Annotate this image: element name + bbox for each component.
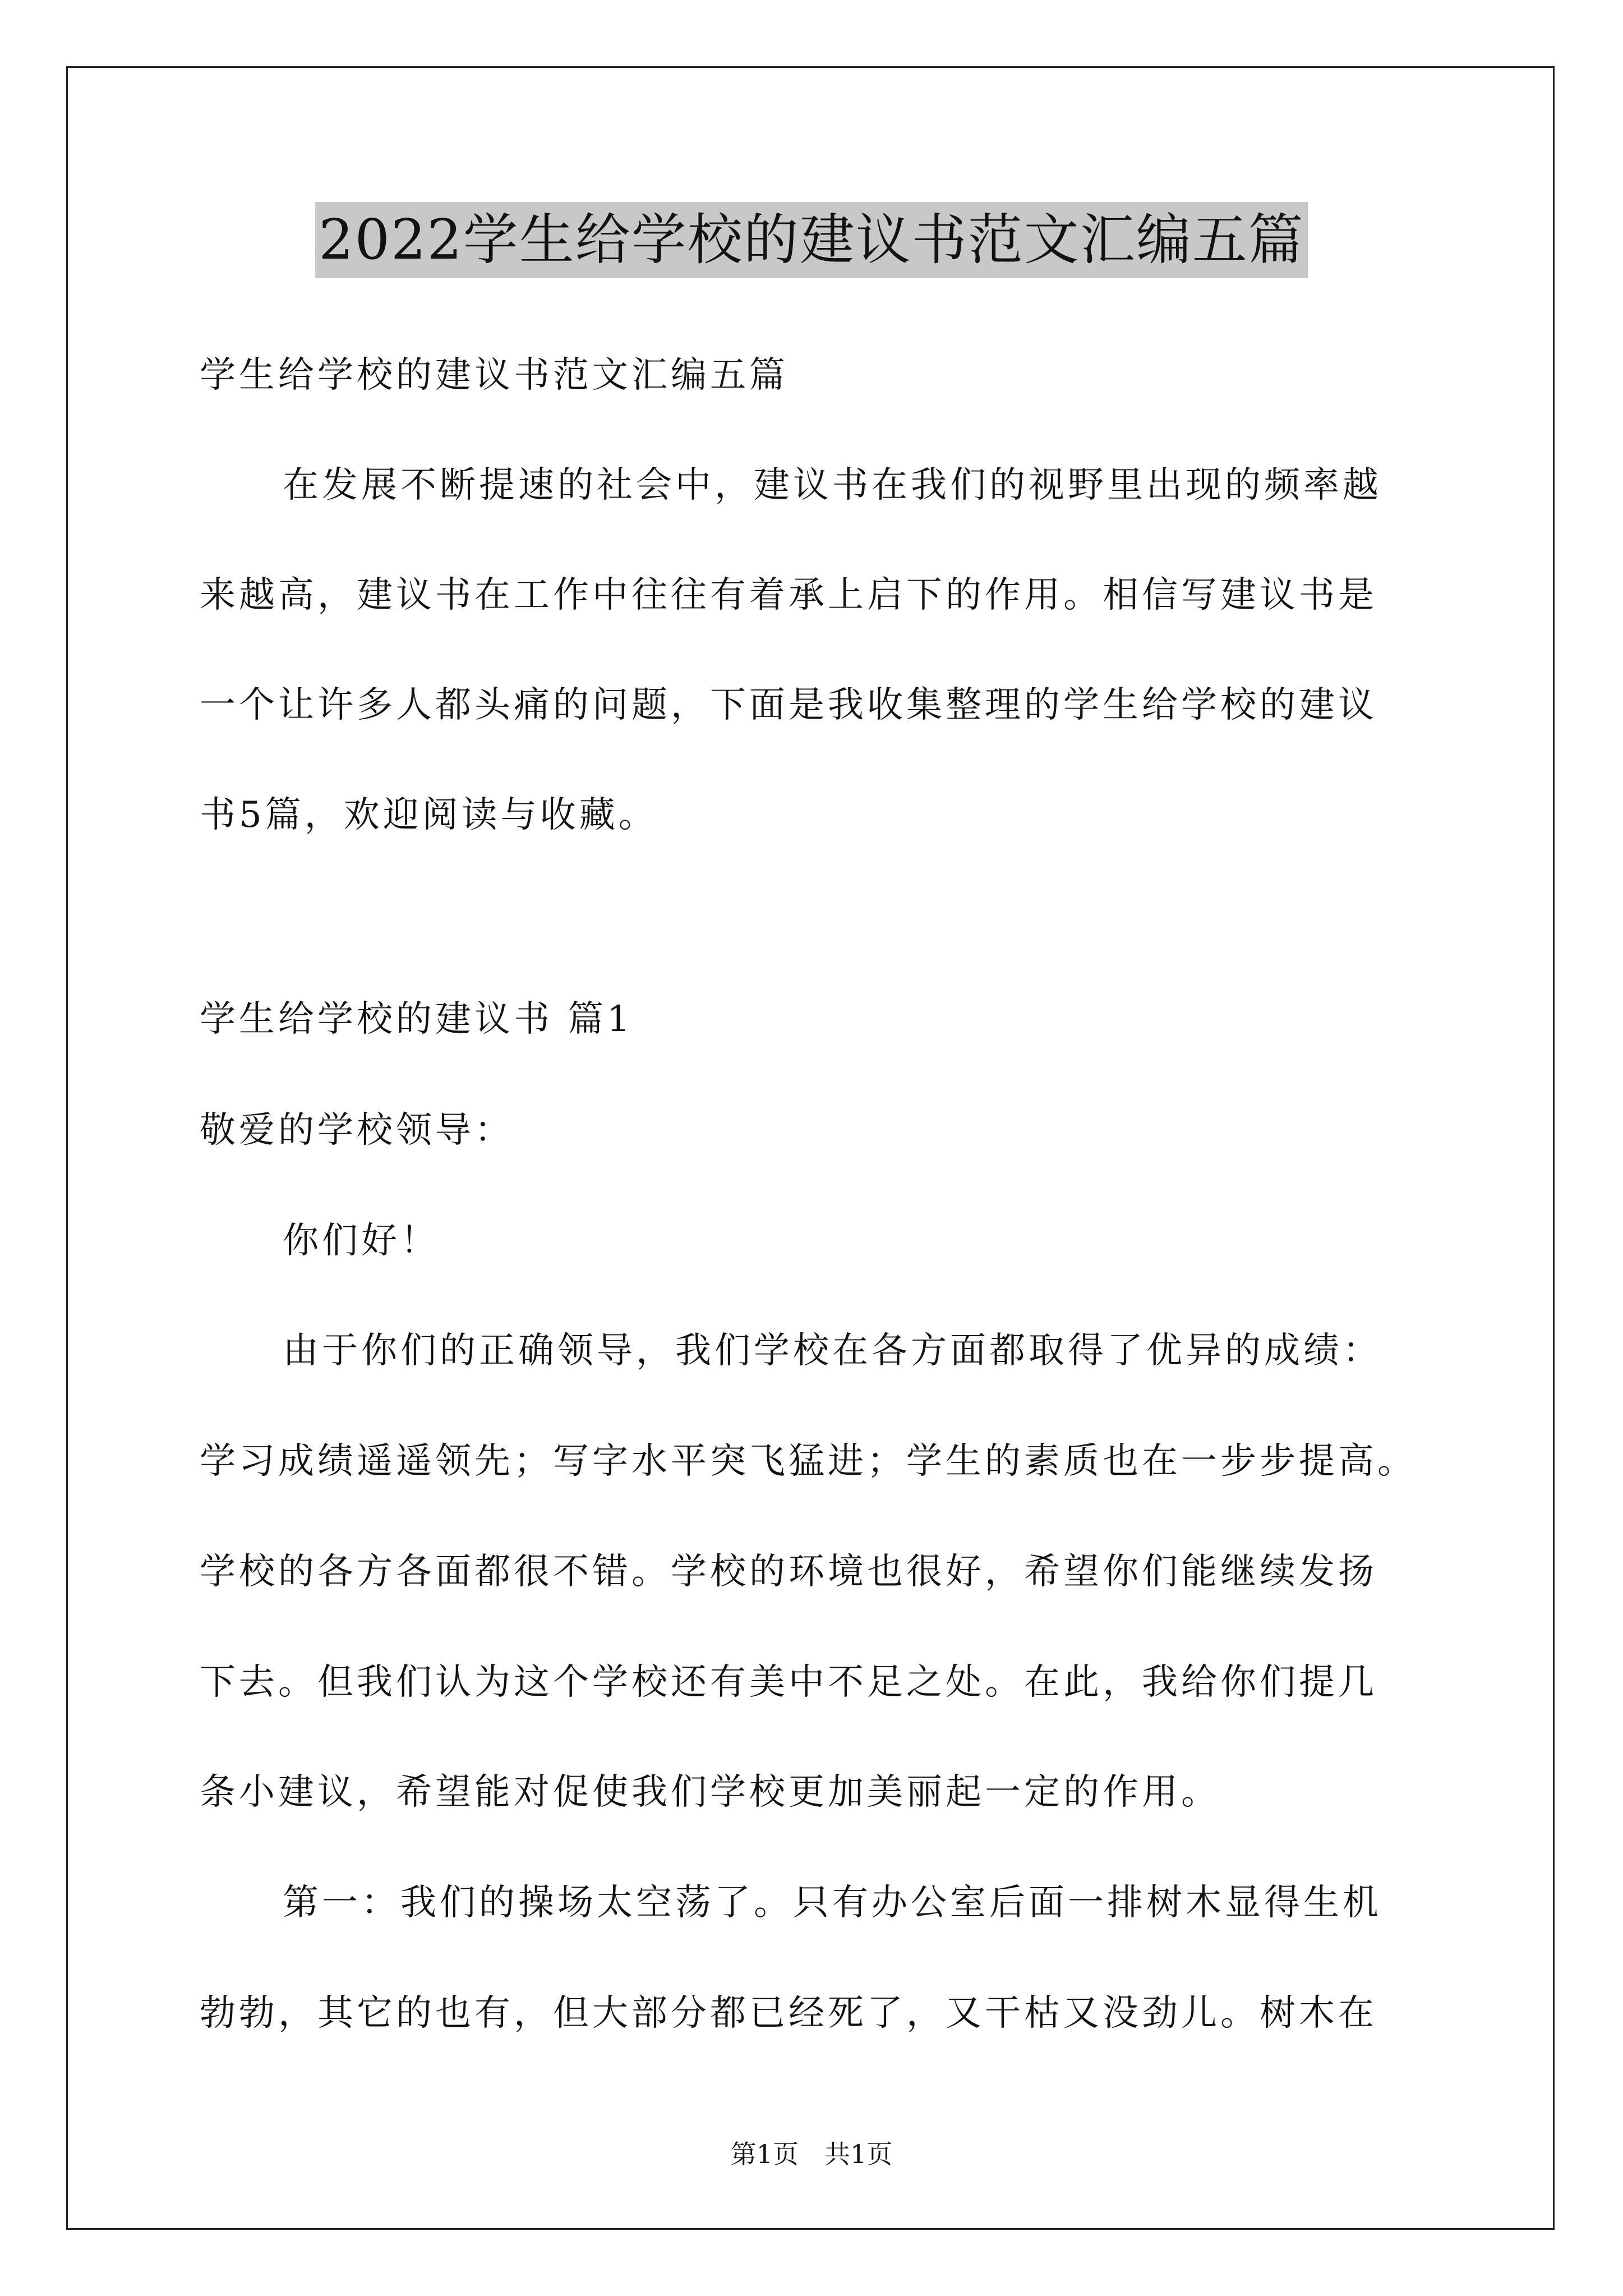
intro-line-4: 书5篇，欢迎阅读与收藏。: [200, 794, 658, 836]
paragraph1-line-5: 条小建议，希望能对促使我们学校更加美丽起一定的作用。: [200, 1772, 1220, 1813]
document-title: 2022学生给学校的建议书范文汇编五篇: [315, 202, 1307, 278]
paragraph1-line-3: 学校的各方各面都很不错。学校的环境也很好，希望你们能继续发扬: [200, 1551, 1377, 1593]
paragraph1-line-1: 由于你们的正确领导，我们学校在各方面都取得了优异的成绩：: [283, 1330, 1382, 1372]
paragraph2-line-2: 勃勃，其它的也有，但大部分都已经死了，又干枯又没劲儿。树木在: [200, 1993, 1377, 2034]
document-subtitle: 学生给学校的建议书范文汇编五篇: [200, 355, 789, 396]
page-footer: 第1页 共1页: [730, 2139, 893, 2169]
intro-line-2: 来越高，建议书在工作中往往有着承上启下的作用。相信写建议书是: [200, 574, 1377, 616]
paragraph1-line-2: 学习成绩遥遥领先；写字水平突飞猛进；学生的素质也在一步步提高。: [200, 1441, 1417, 1482]
section-heading: 学生给学校的建议书 篇1: [200, 999, 634, 1040]
salutation: 敬爱的学校领导：: [200, 1110, 514, 1151]
paragraph2-line-1: 第一：我们的操场太空荡了。只有办公室后面一排树木显得生机: [283, 1882, 1382, 1924]
paragraph1-line-4: 下去。但我们认为这个学校还有美中不足之处。在此，我给你们提几: [200, 1662, 1377, 1703]
title-container: [0, 202, 1623, 278]
greeting: 你们好！: [283, 1220, 440, 1262]
intro-line-1: 在发展不断提速的社会中，建议书在我们的视野里出现的频率越: [283, 464, 1382, 506]
intro-line-3: 一个让许多人都头痛的问题，下面是我收集整理的学生给学校的建议: [200, 684, 1377, 726]
